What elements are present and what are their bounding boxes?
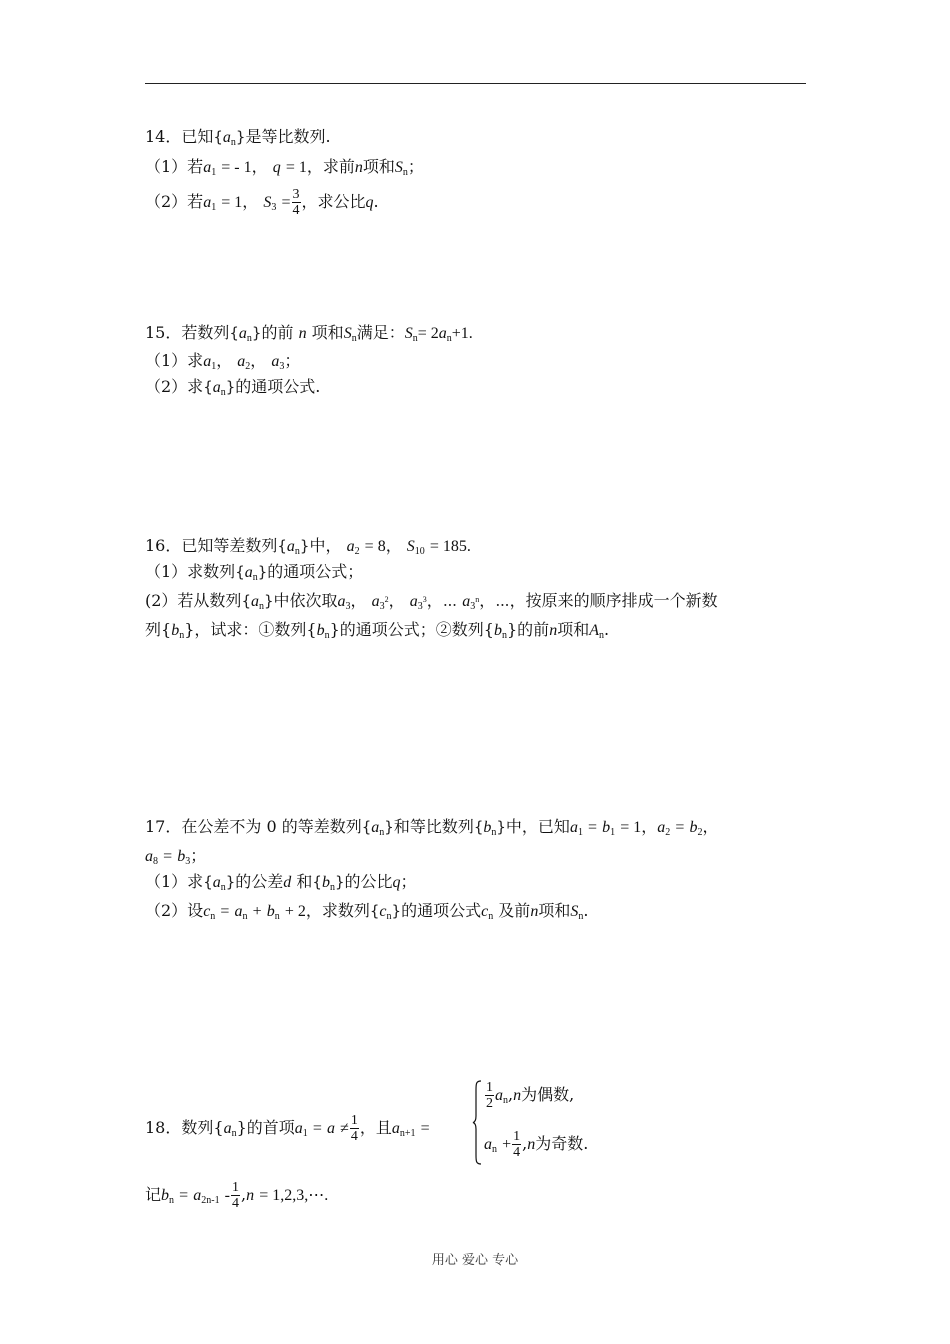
q15-p2-b: 的通项公式. — [235, 377, 321, 396]
fraction: $\frac{1}{4}$ — [350, 1113, 358, 1144]
seq-brace: { — [277, 537, 287, 555]
q15-p1-a: （1）求 — [145, 351, 204, 370]
seq-brace: } — [299, 537, 310, 555]
fraction-num: 3 — [292, 187, 300, 202]
q18-stem-c: ，且 — [359, 1118, 392, 1137]
fraction-den: 4 — [292, 203, 300, 218]
fraction: $\frac{1}{2}$ — [486, 1080, 493, 1111]
q15-stem-f: +1. — [451, 325, 473, 342]
q16-stem-b: 中， — [309, 536, 342, 555]
q18-stem: 18．数列$\{a_n\}$的首项$a_1 = a$ ≠ $\frac{1}{4}$ ，且$a_{n+1}$ = — [145, 1113, 430, 1144]
q16-part2-line1: (2）若从数列$\{a_n\}$中依次取$a_3$， $a_{3^2}$， $a_{3^3}$，⋯ $a_{3^n}$，⋯，按原来的顺序排成一个新数 — [145, 591, 718, 612]
q16-p2-j: . — [603, 620, 610, 639]
q16-p2-c: ， — [426, 591, 443, 610]
q17-p1-e: ； — [400, 872, 417, 891]
q15-part2: （2）求$\{a_n\}$的通项公式. — [145, 377, 321, 398]
q17-p2-c: 的通项公式 — [401, 901, 482, 920]
header-rule — [145, 83, 806, 84]
seq-brace: { — [229, 324, 239, 342]
q17-stem-a: 17．在公差不为 0 的等差数列 — [145, 817, 362, 836]
seq-brace: { — [203, 873, 213, 891]
q18-case1-text: 为偶数, — [521, 1085, 575, 1104]
q15-stem-e: = 2 — [417, 325, 439, 342]
q14-p2-a: （2）若 — [145, 192, 204, 211]
seq-brace: { — [235, 563, 245, 581]
seq-brace: } — [225, 378, 236, 396]
seq-brace: } — [251, 324, 262, 342]
q15-stem-b: 的前 — [261, 323, 294, 342]
q16-p2-c: ， — [350, 591, 367, 610]
q17-p1-b: 的公差 — [235, 872, 284, 891]
seq-brace: { — [213, 128, 223, 146]
seq-brace: } — [384, 818, 394, 836]
page-footer: 用心 爱心 专心 — [431, 1253, 519, 1268]
q14-part2: （2）若$a_1 = 1$， $S_3$ = $\frac{3}{4}$ ，求公比q. — [145, 187, 379, 218]
q15-stem-a: 15．若数列 — [145, 323, 230, 342]
fraction — [292, 187, 301, 218]
seq-brace: } — [334, 873, 345, 891]
q14-p1-c: = 1，求前 — [285, 159, 355, 176]
q18-line2: 记$b_n = a_{2n-1}$ - $\frac{1}{4}$ ,n = 1,2,3,⋯. — [145, 1180, 329, 1211]
seq-brace: { — [369, 902, 380, 920]
seq-brace: } — [257, 563, 268, 581]
q14-stem-tail: 是等比数列. — [245, 127, 331, 146]
q16-p2-i: 项和 — [557, 620, 590, 639]
q17-stem-c: 中，已知 — [505, 817, 570, 836]
q16-p2-c: ， — [388, 591, 405, 610]
q15-stem: 15．若数列$\{a_n\}$的前 n 项和$S_n$满足：$S_n= 2a_n+1$. — [145, 323, 473, 344]
q14-stem-text: 14．已知 — [145, 127, 214, 146]
seq-brace: } — [225, 873, 236, 891]
q17-stem-f: ； — [190, 846, 207, 865]
q14-stem: 14．已知$\{a_n\}$是等比数列. — [145, 127, 331, 148]
q15-stem-d: 满足： — [356, 323, 405, 342]
seq-brace: } — [496, 818, 506, 836]
q14-p1-b: = - 1， — [221, 159, 268, 176]
q17-p1-d: 的公比 — [344, 872, 393, 891]
q14-p1-a: （1）若 — [145, 157, 204, 176]
fraction: $\frac{1}{4}$ — [513, 1129, 521, 1160]
q18-case-odd: $a_n$ + $\frac{1}{4}$ ,n为奇数. — [484, 1129, 589, 1160]
q14-p2-b: = 1， — [221, 194, 259, 211]
q15-part1: （1）求$a_1$， $a_2$， $a_3$； — [145, 351, 301, 372]
q18-stem-b: 的首项 — [246, 1118, 295, 1137]
q16-part2-line2: 列$\{b_n\}$，试求：①数列$\{b_n\}$的通项公式；②数列$\{b_n\}$的前n项和$A_n$. — [145, 620, 610, 641]
q17-stem-b: 和等比数列 — [393, 817, 474, 836]
q17-part2: （2）设$c_n = a_n + b_n + 2$，求数列$\{c_n\}$的通项公式$c_n$ 及前n项和$S_n$. — [145, 901, 589, 922]
q18-line2-a: 记 — [145, 1185, 162, 1204]
q16-part1: （1）求数列$\{a_n\}$的通项公式； — [145, 562, 364, 583]
q14-p2-e: . — [373, 192, 379, 211]
seq-brace: } — [235, 128, 246, 146]
q17-stem-d: = 1， — [620, 819, 658, 836]
q16-stem: 16．已知等差数列$\{a_n\}$中， $a_2 = 8$， $S_{10} = 185$. — [145, 536, 471, 557]
q16-p2-g: 的通项公式；②数列 — [339, 620, 484, 639]
q18-case2-text: 为奇数. — [535, 1134, 589, 1153]
q17-p2-d: 及前 — [498, 901, 531, 920]
q14-p1-e: ； — [407, 157, 424, 176]
q16-p2-e: 列 — [145, 620, 162, 639]
q17-stem-e: ， — [702, 817, 719, 836]
q15-p1-end: ； — [284, 351, 301, 370]
q14-p1-d: 项和 — [362, 157, 395, 176]
seq-brace: { — [203, 378, 213, 396]
q17-p1-a: （1）求 — [145, 872, 204, 891]
q15-p1-sep: ， — [216, 351, 233, 370]
piecewise-brace — [472, 1080, 482, 1165]
seq-brace: { — [473, 818, 484, 836]
q17-stem-line2: $a_8 = b_3$； — [145, 846, 207, 867]
q14-part1: （1）若$a_1$ = - 1， q = 1，求前n项和$S_n$； — [145, 157, 424, 178]
seq-brace: } — [391, 902, 402, 920]
q18-case-even: $\frac{1}{2}$ $a_n,n$为偶数, — [486, 1080, 575, 1111]
q18-line2-b: = 1,2,3,⋯. — [259, 1187, 329, 1204]
q14-p2-c: = — [281, 194, 291, 211]
seq-brace: { — [241, 592, 251, 610]
q16-stem-c: = 8， — [364, 538, 402, 555]
seq-brace: } — [263, 592, 274, 610]
q15-p1-sep: ， — [250, 351, 267, 370]
q17-p1-c: 和 — [296, 872, 313, 891]
q16-stem-a: 16．已知等差数列 — [145, 536, 278, 555]
q16-p2-a: (2）若从数列 — [145, 591, 242, 610]
q14-p2-d: ，求公比 — [301, 192, 366, 211]
fraction: $\frac{1}{4}$ — [232, 1180, 239, 1211]
q18-stem-a: 18．数列 — [145, 1118, 214, 1137]
q16-p1-a: （1）求数列 — [145, 562, 236, 581]
q16-p1-b: 的通项公式； — [267, 562, 364, 581]
q16-p2-b: 中依次取 — [273, 591, 338, 610]
q17-p2-a: （2）设 — [145, 901, 204, 920]
q16-p2-d: ，⋯，按原来的顺序排成一个新数 — [479, 591, 718, 610]
q17-stem-line1: 17．在公差不为 0 的等差数列$\{a_n\}$和等比数列$\{b_n\}$中，已知$a_1 = b_1 = 1$，$a_2 = b_2$， — [145, 817, 719, 838]
q15-stem-c: 项和 — [311, 323, 344, 342]
q17-p2-b: ，求数列 — [305, 901, 370, 920]
q15-p2-a: （2）求 — [145, 377, 204, 396]
q16-p2-h: 的前 — [517, 620, 550, 639]
seq-brace: { — [312, 873, 322, 891]
q17-part1: （1）求$\{a_n\}$的公差d 和$\{b_n\}$的公比q； — [145, 872, 417, 893]
q16-stem-d: = 185. — [429, 538, 471, 555]
q17-p2-e: 项和 — [538, 901, 571, 920]
q16-p2-f: ，试求：①数列 — [194, 620, 307, 639]
seq-brace: { — [361, 818, 372, 836]
q17-p2-f: . — [583, 901, 589, 920]
